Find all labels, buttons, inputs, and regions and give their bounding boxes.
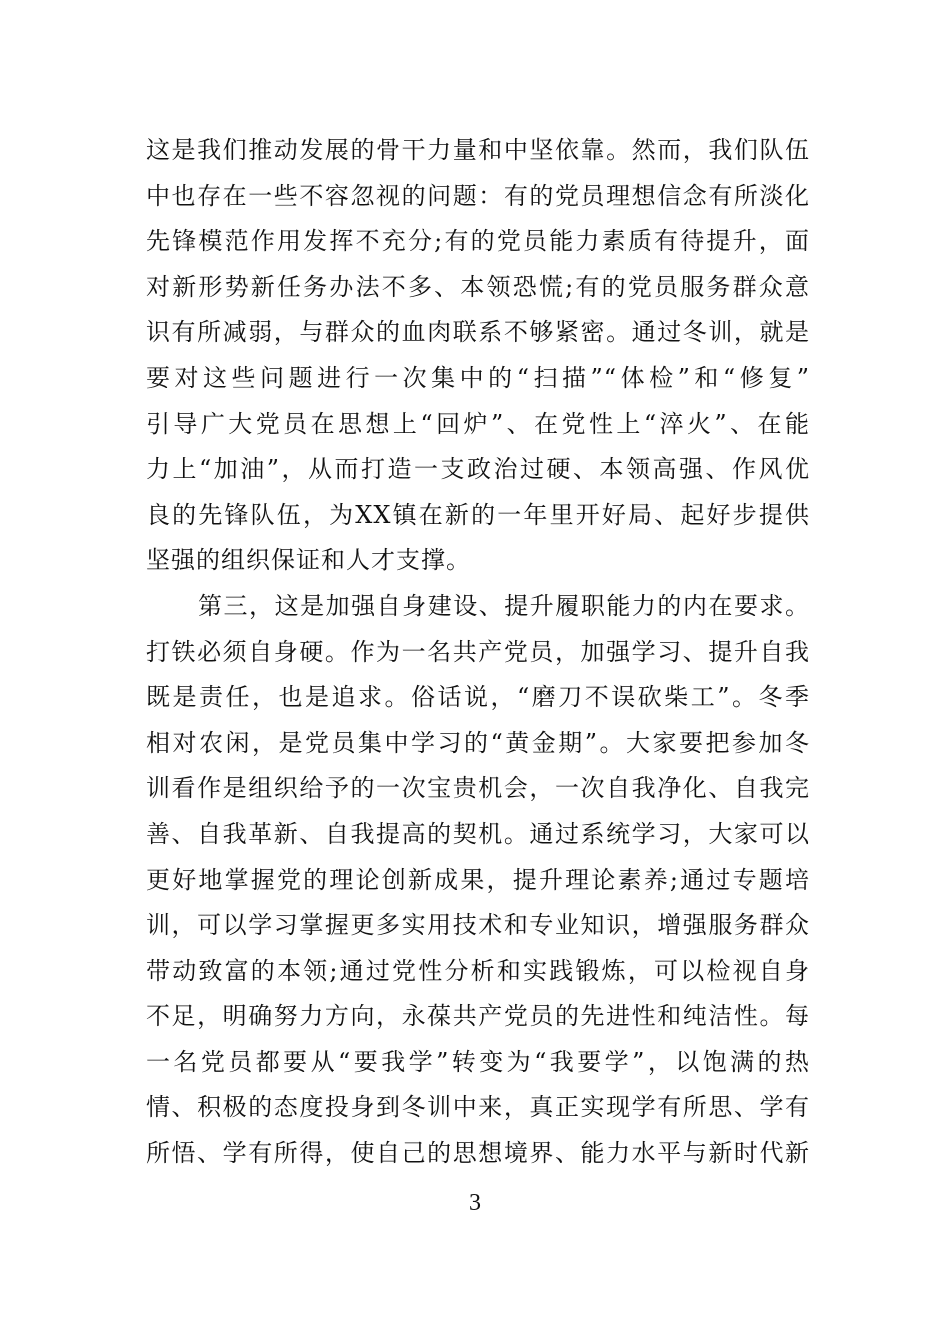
text-line: 力上“加油”，从而打造一支政治过硬、本领高强、作风优 <box>146 455 810 484</box>
text-line: 对新形势新任务办法不多、本领恐慌;有的党员服务群众意 <box>146 272 810 301</box>
text-line: 一名党员都要从“要我学”转变为“我要学”，以饱满的热 <box>146 1047 810 1076</box>
text-line: 引导广大党员在思想上“回炉”、在党性上“淬火”、在能 <box>146 409 810 438</box>
text-line: 既是责任，也是追求。俗话说，“磨刀不误砍柴工”。冬季 <box>146 683 810 712</box>
text-line: 要对这些问题进行一次集中的“扫描”“体检”和“修复” <box>146 363 810 392</box>
text-line: 良的先锋队伍，为XX镇在新的一年里开好局、起好步提供 <box>146 500 810 529</box>
text-line: 所悟、学有所得，使自己的思想境界、能力水平与新时代新 <box>146 1139 810 1168</box>
text-line: 不足，明确努力方向，永葆共产党员的先进性和纯洁性。每 <box>146 1002 810 1031</box>
page-number: 3 <box>469 1190 481 1216</box>
text-line: 带动致富的本领;通过党性分析和实践锻炼，可以检视自身 <box>146 956 810 985</box>
text-line: 情、积极的态度投身到冬训中来，真正实现学有所思、学有 <box>146 1093 810 1122</box>
paragraph-first-line: 第三，这是加强自身建设、提升履职能力的内在要求。 <box>198 591 810 620</box>
body-text <box>146 128 810 1177</box>
text-line: 训，可以学习掌握更多实用技术和专业知识，增强服务群众 <box>146 911 810 940</box>
text-line: 训看作是组织给予的一次宝贵机会，一次自我净化、自我完 <box>146 774 810 803</box>
text-line: 更好地掌握党的理论创新成果，提升理论素养;通过专题培 <box>146 865 810 894</box>
text-line: 打铁必须自身硬。作为一名共产党员，加强学习、提升自我 <box>146 637 810 666</box>
text-line: 识有所减弱，与群众的血肉联系不够紧密。通过冬训，就是 <box>146 318 810 347</box>
text-line: 这是我们推动发展的骨干力量和中坚依靠。然而，我们队伍 <box>146 136 810 164</box>
text-line: 善、自我革新、自我提高的契机。通过系统学习，大家可以 <box>146 819 810 848</box>
text-line: 相对农闲，是党员集中学习的“黄金期”。大家要把参加冬 <box>146 728 810 757</box>
text-line: 中也存在一些不容忽视的问题：有的党员理想信念有所淡化 <box>146 181 810 210</box>
text-line: 先锋模范作用发挥不充分;有的党员能力素质有待提升，面 <box>146 227 810 256</box>
paragraph-last-line: 坚强的组织保证和人才支撑。 <box>146 546 471 575</box>
